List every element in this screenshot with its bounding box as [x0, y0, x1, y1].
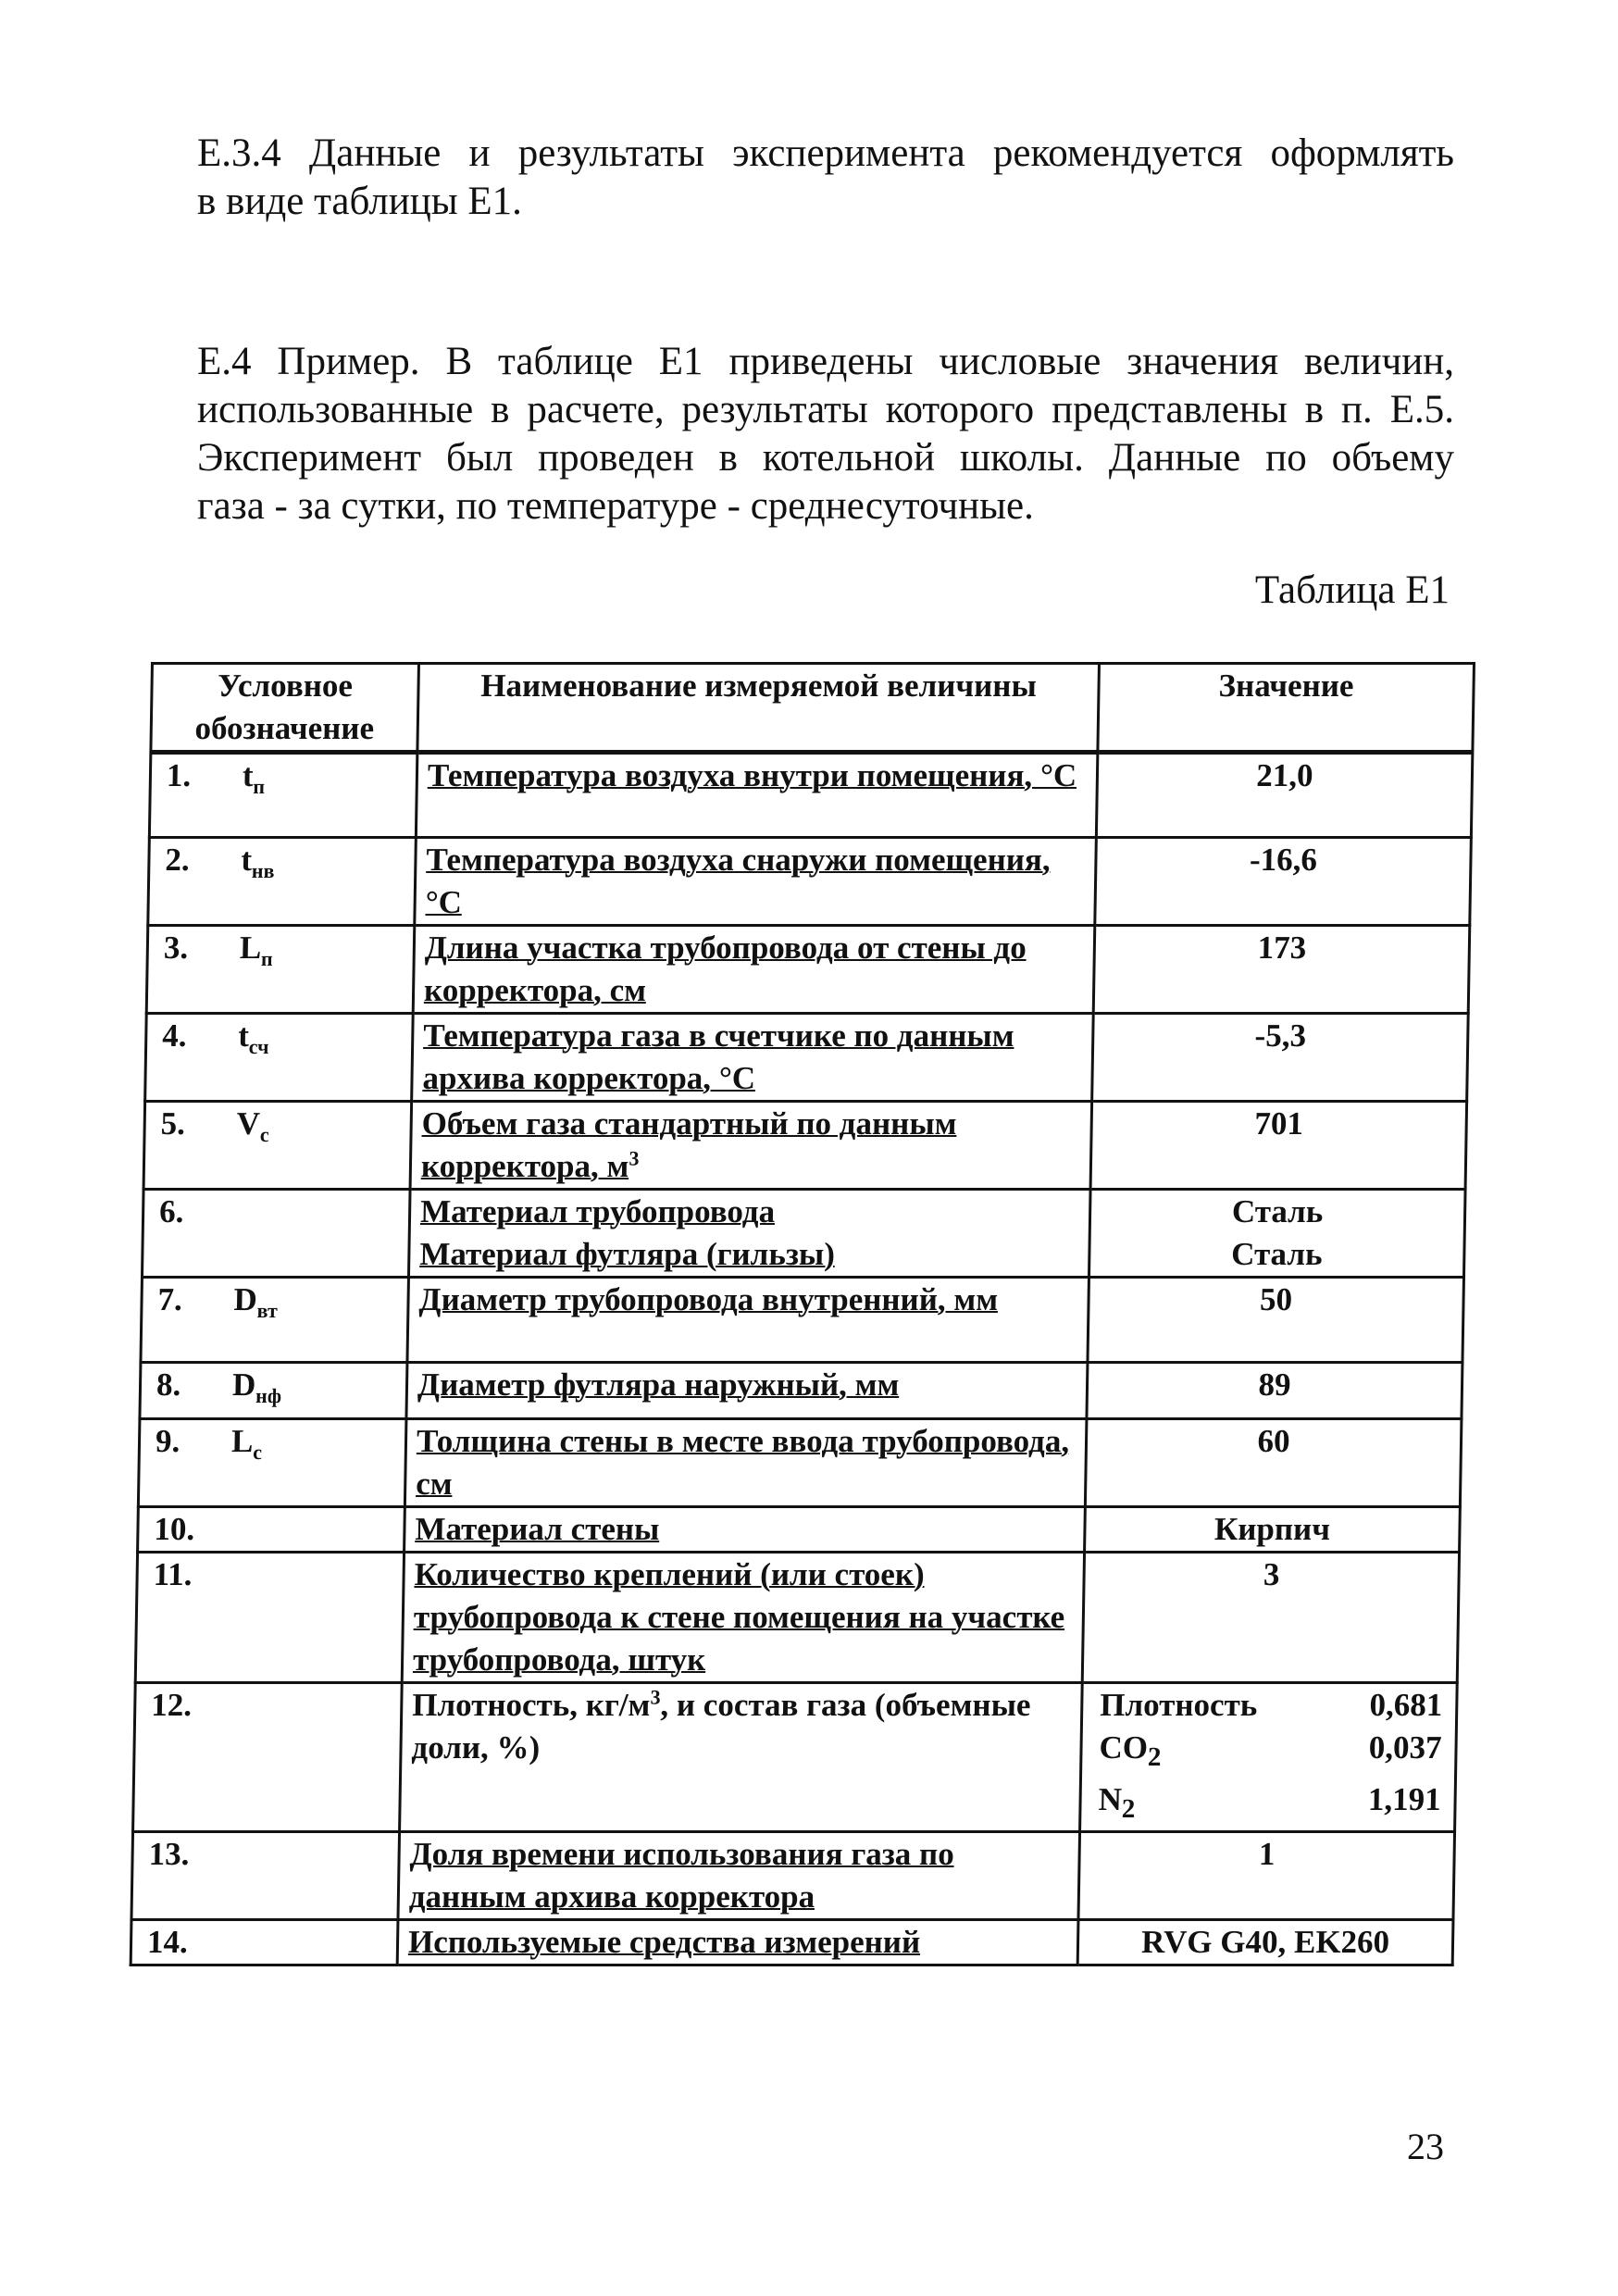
symbol-subscript: п	[253, 775, 266, 798]
name-superscript: 3	[629, 1146, 640, 1170]
value-text: 173	[1257, 930, 1307, 966]
name-text: Температура газа в счетчике по данным архива корректора, °С	[422, 1017, 1014, 1096]
name-text: Плотность, кг/м	[411, 1687, 651, 1723]
cell-value	[1085, 1507, 1461, 1553]
cell-value	[1096, 753, 1473, 838]
composition-item	[1091, 1727, 1446, 1778]
table-row	[142, 1190, 1465, 1278]
cell-quantity-name	[407, 1278, 1089, 1363]
symbol-letter: D	[233, 1281, 258, 1317]
header-quantity-name: Наименование измеряемой величины	[417, 664, 1100, 753]
composition-label-text: CO	[1099, 1729, 1149, 1766]
cell-symbol	[131, 1832, 400, 1920]
cell-quantity-name	[413, 926, 1095, 1014]
row-number: 4.	[161, 1017, 187, 1054]
cell-symbol	[146, 926, 415, 1014]
cell-quantity-name	[406, 1363, 1088, 1419]
symbol-letter: t	[237, 1017, 250, 1054]
composition-label	[1099, 1727, 1162, 1778]
cell-value	[1077, 1920, 1453, 1965]
cell-quantity-name	[410, 1102, 1092, 1190]
value-text: 1	[1258, 1836, 1276, 1872]
value-text: 3	[1263, 1556, 1280, 1592]
name-text: Диаметр футляра наружный, мм	[417, 1366, 900, 1403]
cell-symbol	[135, 1553, 404, 1683]
cell-symbol	[142, 1190, 410, 1278]
cell-quantity-name	[415, 838, 1097, 926]
symbol-subscript: п	[260, 947, 273, 970]
cell-symbol	[145, 1014, 414, 1102]
table-row	[131, 1920, 1453, 1965]
quantity-symbol	[230, 1420, 262, 1474]
table-row	[146, 926, 1470, 1014]
cell-quantity-name	[404, 1419, 1087, 1507]
value-text: RVG G40, EK260	[1140, 1924, 1390, 1960]
table-row	[145, 1014, 1469, 1102]
value-text: Кирпич	[1214, 1511, 1331, 1547]
value-text-2: Сталь	[1230, 1236, 1323, 1272]
cell-symbol	[138, 1419, 406, 1507]
cell-symbol	[141, 1278, 409, 1363]
cell-symbol	[140, 1363, 407, 1419]
name-text: Количество креплений (или стоек) трубопровода к стене помещения на участке трубопровода, штук	[412, 1556, 1065, 1678]
symbol-subscript: нф	[255, 1384, 282, 1407]
cell-symbol	[143, 1102, 412, 1190]
composition-label-text: N	[1098, 1781, 1123, 1817]
table-row	[138, 1507, 1461, 1553]
paragraph-line: Эксперимент был проведен в котельной школы. Данные по объему	[197, 436, 1454, 480]
cell-value	[1093, 926, 1470, 1014]
symbol-letter: D	[231, 1366, 256, 1403]
cell-quantity-name	[408, 1190, 1090, 1278]
cell-value	[1085, 1419, 1462, 1507]
cell-value	[1082, 1553, 1459, 1683]
composition-label-subscript: 2	[1121, 1794, 1136, 1824]
paragraph-line: газа - за сутки, по температуре - среднесуточные.	[197, 484, 1034, 528]
row-number: 13.	[148, 1836, 190, 1872]
row-number: 14.	[146, 1924, 189, 1960]
row-number: 12.	[150, 1687, 193, 1723]
symbol-letter: L	[239, 930, 262, 966]
value-text: 21,0	[1256, 757, 1313, 793]
quantity-symbol	[241, 839, 275, 892]
value-text: 701	[1254, 1105, 1304, 1142]
paragraph-line: Е.3.4 Данные и результаты эксперимента рекомендуется оформлять	[197, 131, 1454, 175]
table-row	[138, 1419, 1462, 1507]
cell-value	[1092, 1014, 1469, 1102]
quantity-symbol	[231, 1364, 281, 1417]
cell-value	[1095, 838, 1472, 926]
cell-value	[1090, 1102, 1467, 1190]
cell-symbol	[148, 838, 417, 926]
symbol-letter: L	[230, 1423, 254, 1459]
composition-label	[1100, 1684, 1258, 1727]
paragraph-line: в виде таблицы Е1.	[197, 180, 522, 223]
cell-value	[1087, 1363, 1462, 1419]
page-number: 23	[1407, 2126, 1444, 2167]
composition-item	[1092, 1684, 1447, 1727]
name-text: Используемые средства измерений	[407, 1924, 921, 1960]
cell-quantity-name	[398, 1832, 1080, 1920]
composition-value: 1,191	[1367, 1781, 1441, 1817]
cell-quantity-name	[416, 753, 1098, 838]
name-text: , и состав газа (объемные доли, %)	[411, 1687, 1031, 1766]
quantity-symbol	[239, 927, 273, 980]
name-text: Диаметр трубопровода внутренний, мм	[418, 1281, 999, 1317]
composition-item	[1090, 1778, 1445, 1830]
cell-quantity-name	[397, 1920, 1078, 1965]
row-number: 3.	[163, 930, 189, 966]
cell-value	[1080, 1683, 1458, 1832]
name-text-2: Материал футляра (гильзы)	[419, 1236, 836, 1272]
symbol-letter: V	[236, 1105, 261, 1142]
table-row	[141, 1278, 1464, 1363]
composition-value: 0,037	[1368, 1729, 1442, 1766]
cell-symbol	[131, 1920, 398, 1965]
cell-quantity-name	[412, 1014, 1094, 1102]
value-text: 89	[1258, 1366, 1291, 1403]
header-symbol: Условное обозначение	[151, 664, 419, 753]
value-text: -5,3	[1254, 1017, 1307, 1054]
cell-value	[1088, 1278, 1464, 1363]
symbol-subscript: сч	[248, 1035, 269, 1058]
name-text: Температура воздуха внутри помещения, °С	[427, 757, 1077, 793]
name-text: Длина участка трубопровода от стены до корректора, см	[423, 930, 1027, 1008]
paragraph-e-4	[197, 338, 1454, 530]
table-row	[149, 753, 1473, 838]
name-text: Температура воздуха снаружи помещения, °С	[425, 842, 1051, 920]
table-row	[135, 1553, 1459, 1683]
table-row	[131, 1832, 1455, 1920]
symbol-letter: t	[241, 842, 253, 878]
cell-symbol	[149, 753, 417, 838]
paragraph-line: использованные в расчете, результаты которого представлены в п. Е.5.	[197, 388, 1454, 431]
table-row	[143, 1102, 1467, 1190]
cell-value	[1078, 1832, 1455, 1920]
row-number: 6.	[158, 1193, 184, 1229]
cell-quantity-name	[404, 1507, 1086, 1553]
table-row	[148, 838, 1472, 926]
paragraph-e-3-4	[197, 130, 1454, 226]
symbol-subscript: вт	[256, 1299, 279, 1322]
name-text: Доля времени использования газа по данным архива корректора	[408, 1836, 955, 1915]
quantity-symbol	[236, 1103, 269, 1156]
row-number: 10.	[154, 1511, 195, 1547]
paragraph-line: Е.4 Пример. В таблице Е1 приведены числовые значения величин,	[197, 340, 1454, 383]
row-number: 9.	[155, 1423, 180, 1459]
name-text: Материал трубопровода	[419, 1193, 776, 1229]
table-caption: Таблица Е1	[1254, 568, 1450, 612]
name-text: Объем газа стандартный по данным корректора, м	[420, 1105, 957, 1184]
value-text: 50	[1259, 1281, 1293, 1317]
composition-label-text: Плотность	[1099, 1687, 1258, 1723]
table-row	[133, 1683, 1458, 1832]
data-table	[130, 662, 1475, 1966]
name-superscript: 3	[650, 1685, 661, 1709]
table-e1	[130, 662, 1473, 1966]
quantity-symbol	[242, 755, 265, 808]
row-number: 11.	[153, 1556, 193, 1592]
symbol-subscript: с	[259, 1123, 269, 1146]
cell-quantity-name	[400, 1683, 1083, 1832]
name-text: Толщина стены в месте ввода трубопровода, см	[415, 1423, 1070, 1502]
table-row	[140, 1363, 1462, 1419]
symbol-subscript: нв	[251, 859, 275, 882]
symbol-letter: t	[242, 757, 254, 793]
composition-label-subscript: 2	[1147, 1742, 1162, 1772]
value-text: -16,6	[1249, 842, 1318, 878]
name-text: Материал стены	[415, 1511, 660, 1547]
value-text: 60	[1257, 1423, 1290, 1459]
cell-value	[1089, 1190, 1465, 1278]
cell-quantity-name	[402, 1553, 1084, 1683]
header-value: Значение	[1098, 664, 1475, 753]
value-text: Сталь	[1231, 1193, 1324, 1229]
composition-label	[1098, 1778, 1136, 1830]
cell-symbol	[133, 1683, 403, 1832]
row-number: 5.	[160, 1105, 186, 1142]
symbol-subscript: с	[252, 1441, 263, 1464]
row-number: 2.	[165, 842, 191, 878]
cell-symbol	[138, 1507, 405, 1553]
row-number: 8.	[156, 1366, 181, 1403]
quantity-symbol	[233, 1279, 278, 1332]
table-header-row	[151, 664, 1475, 753]
quantity-symbol	[238, 1015, 269, 1068]
row-number: 7.	[157, 1281, 183, 1317]
row-number: 1.	[166, 757, 192, 793]
composition-value: 0,681	[1369, 1687, 1443, 1723]
